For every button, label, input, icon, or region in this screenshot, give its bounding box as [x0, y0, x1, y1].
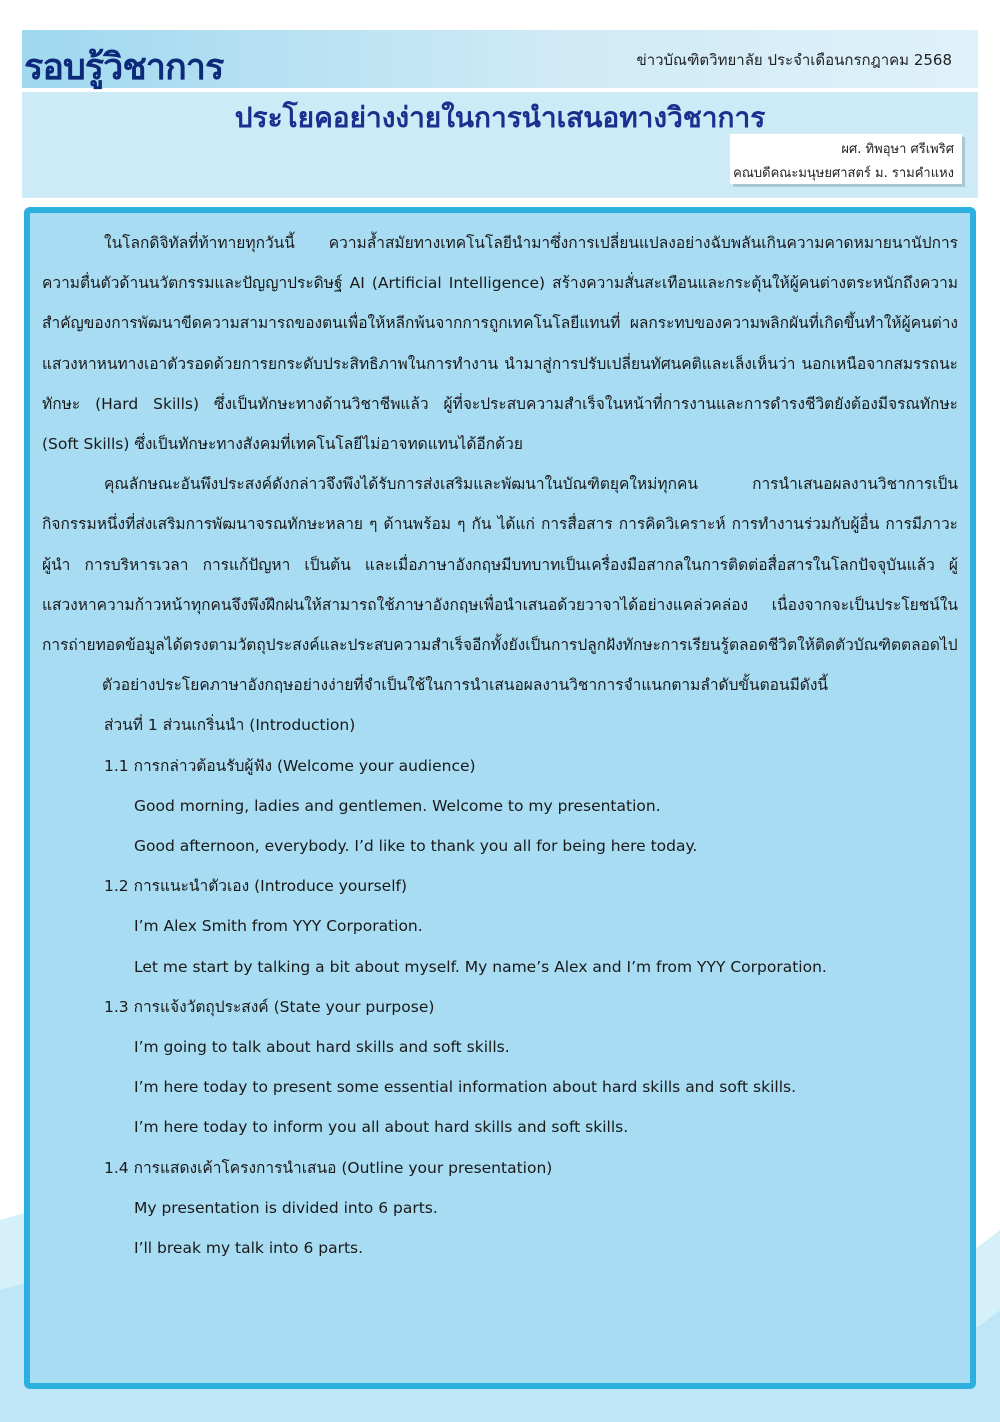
example-sentence: I’m here today to present some essential information about hard skills and soft skills. — [134, 1078, 796, 1097]
article-title: ประโยคอย่างง่ายในการนำเสนอทางวิชาการ — [234, 101, 766, 134]
article-body-panel — [24, 207, 976, 1389]
example-sentence: I’ll break my talk into 6 parts. — [134, 1239, 364, 1258]
example-sentence: I’m here today to inform you all about hard skills and soft skills. — [134, 1118, 629, 1137]
author-box — [730, 134, 962, 184]
paragraph: ในโลกดิจิทัลที่ท้าทายทุกวันนี้ ความล้ำสมัยทางเทคโนโลยีนำมาซึ่งการเปลี่ยนแปลงอย่างฉับพลันเกินความคาดหมายนานัปการ ความตื่นตัวด้านนวัตกรรมและปัญญาประดิษฐ์ AI (Artificial Intelligence) สร้างความสั่นสะเทือนและกระตุ้นให้ผู้คนต่างตระหนักถึงความสำคัญของการพัฒนาขีดความสามารถของตนเพื่อให้หลีกพ้นจากการถูกเทคโนโลยีแทนที่ ผลกระทบของความพลิกผันที่เกิดขึ้นทำให้ผู้คนต่างแสวงหาหนทางเอาตัวรอดด้วยการยกระดับประสิทธิภาพในการทำงาน นำมาสู่การปรับเปลี่ยนทัศนคติและเล็งเห็นว่า นอกเหนือจากสมรรถนะทักษะ (Hard Skills) ซึ่งเป็นทักษะทางด้านวิชาชีพแล้ว ผู้ที่จะประสบความสำเร็จในหน้าที่การงานและการดำรงชีวิตยังต้องมีจรณทักษะ (Soft Skills) ซึ่งเป็นทักษะทางสังคมที่เทคโนโลยีไม่อาจทดแทนได้อีกด้วย — [42, 234, 958, 454]
section-heading: 1.2 การแนะนำตัวเอง (Introduce yourself) — [104, 877, 408, 896]
article-body — [42, 223, 958, 1268]
paragraph: คุณลักษณะอันพึงประสงค์ดังกล่าวจึงพึงได้รับการส่งเสริมและพัฒนาในบัณฑิตยุคใหม่ทุกคน การนำเสนอผลงานวิชาการเป็นกิจกรรมหนึ่งที่ส่งเสริมการพัฒนาจรณทักษะหลาย ๆ ด้านพร้อม ๆ กัน ได้แก่ การสื่อสาร การคิดวิเคราะห์ การทำงานร่วมกับผู้อื่น การมีภาวะผู้นำ การบริหารเวลา การแก้ปัญหา เป็นต้น และเมื่อภาษาอังกฤษมีบทบาทเป็นเครื่องมือสากลในการติดต่อสื่อสารในโลกปัจจุบันแล้ว ผู้แสวงหาความก้าวหน้าทุกคนจึงพึงฝึกฝนให้สามารถใช้ภาษาอังกฤษเพื่อนำเสนอด้วยวาจาได้อย่างแคล่วคล่อง เนื่องจากจะเป็นประโยชน์ในการถ่ายทอดข้อมูลได้ตรงตามวัตถุประสงค์และประสบความสำเร็จอีกทั้งยังเป็นการปลูกฝังทักษะการเรียนรู้ตลอดชีวิตให้ติดตัวบัณฑิตตลอดไป — [42, 475, 958, 655]
intro-line: ตัวอย่างประโยคภาษาอังกฤษอย่างง่ายที่จำเป็นใช้ในการนำเสนอผลงานวิชาการจำแนกตามลำดับขั้นตอนมีดังนี้ — [102, 676, 829, 695]
section-heading: 1.3 การแจ้งวัตถุประสงค์ (State your purpose) — [104, 997, 435, 1016]
issue-line: ข่าวบัณฑิตวิทยาลัย ประจำเดือนกรกฎาคม 2568 — [636, 51, 952, 69]
example-sentence: I’m going to talk about hard skills and soft skills. — [134, 1038, 510, 1057]
example-sentence: My presentation is divided into 6 parts. — [134, 1198, 438, 1217]
title-band — [22, 92, 978, 198]
example-sentence: Good afternoon, everybody. I’d like to thank you all for being here today. — [134, 837, 698, 856]
example-sentence: I’m Alex Smith from YYY Corporation. — [134, 917, 423, 936]
section-heading: 1.4 การแสดงเค้าโครงการนำเสนอ (Outline your presentation) — [104, 1158, 553, 1177]
example-sentence: Good morning, ladies and gentlemen. Welcome to my presentation. — [134, 796, 661, 815]
example-sentence: Let me start by talking a bit about myself. My name’s Alex and I’m from YYY Corporation. — [134, 957, 827, 976]
author-position: คณบดีคณะมนุษยศาสตร์ ม. รามคำแหง — [733, 166, 954, 181]
author-name: ผศ. ทิพอุษา ศรีเพริศ — [841, 142, 954, 157]
section-heading: 1.1 การกล่าวต้อนรับผู้ฟัง (Welcome your audience) — [104, 756, 476, 775]
column-name: รอบรู้วิชาการ — [24, 47, 224, 88]
part-heading: ส่วนที่ 1 ส่วนเกริ่นนำ (Introduction) — [104, 716, 356, 735]
